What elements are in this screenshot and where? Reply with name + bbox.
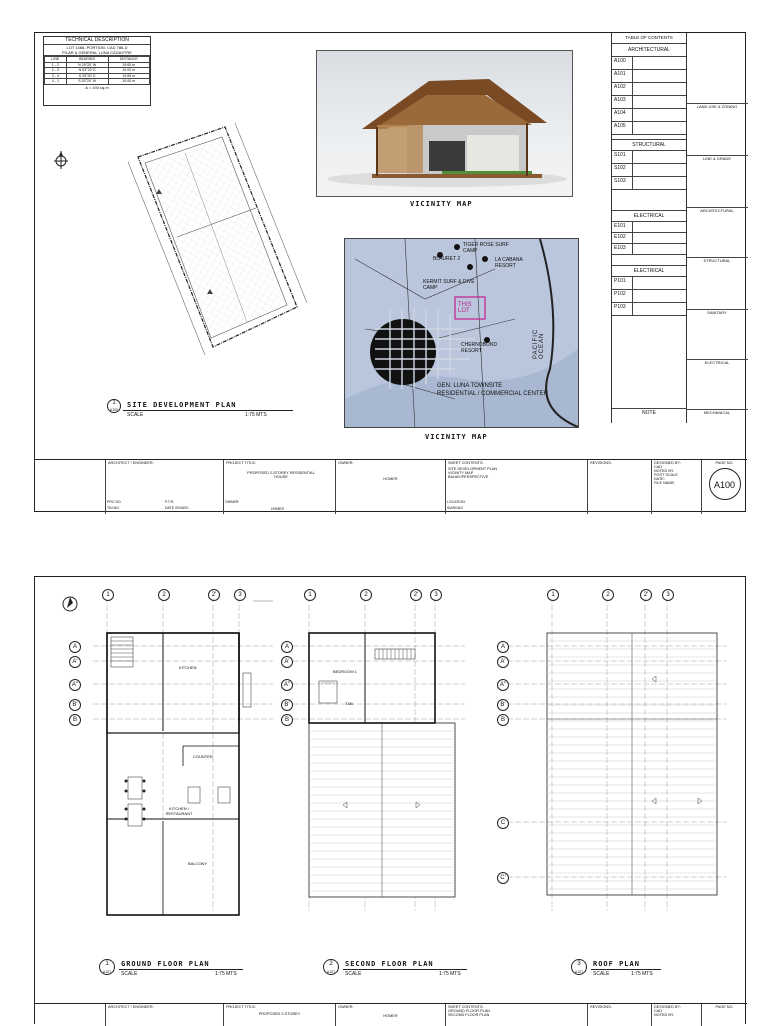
ground-floor-svg [93,591,273,921]
grid-bubble: C' [497,872,509,884]
toc-row [612,70,686,83]
toc-row [612,122,686,135]
tb2-contents-2: SECOND FLOOR PLAN [448,1013,490,1017]
grid-bubble: A [69,641,81,653]
tech-lot: LOT 1486- PORTION, CAD 786-D [66,45,128,50]
plan-num: 3 [577,961,581,967]
map-label-cabana: LA CABANA RESORT [495,257,523,269]
title-underline [119,969,243,970]
vicinity-title-bottom: VICINITY MAP [425,433,488,441]
grid-bubble: A [281,641,293,653]
plan-num: 1 [112,400,116,406]
toc-row [612,233,686,244]
grid-bubble: 2' [410,589,422,601]
tech-title: TECHNICAL DESCRIPTION [44,37,150,45]
toc-code: A101 [614,71,626,77]
toc-title: TABLE OF CONTENTS [612,33,686,44]
toc-code: A104 [614,110,626,116]
toc-divider [632,83,633,95]
site-plan-number [107,399,121,413]
toc-row [612,303,686,316]
ground-floor-scale: 1:75 MTS [215,971,237,977]
stamp-line-grade: LINE & GRADE [686,155,748,161]
toc-struct-list [612,151,686,190]
tb-owner2: OWNER: [225,500,240,504]
toc-code: E103 [614,245,626,251]
tb-contents-label: SHEET CONTENTS: [448,461,484,465]
toc-row [612,222,686,233]
toc-plumb-list [612,277,686,316]
toc-note: NOTE [612,408,686,417]
grid-bubble: 2' [640,589,652,601]
grid-bubble: 2 [360,589,372,601]
ground-floor-title: GROUND FLOOR PLAN [121,960,210,968]
toc-arch-list [612,57,686,135]
tb-location-val: SIARGAO [447,506,463,510]
tb2-page: PAGE NO. [701,1004,747,1026]
tb2-noted: NOTED BY: [654,1013,675,1017]
toc-code: A102 [614,84,626,90]
toc-code: S102 [614,165,626,171]
tb-page [701,460,747,514]
tb-contents-3: BAHAY/PERSPECTIVE [448,475,489,479]
tech-cell: 4 - 1 [45,79,67,85]
stamp-mechanical: MECHANICAL [686,409,748,415]
stamp-electrical: ELECTRICAL [686,359,748,365]
tb-sheet-contents [445,460,587,514]
tech-cell: 1 - 2 [45,62,67,68]
tech-bearings [44,56,150,85]
title-block-a100 [35,459,747,513]
toc-code: E102 [614,234,626,240]
stamp-land-use: LAND USE & ZONING [686,103,748,109]
grid-bubble: B' [497,699,509,711]
ground-floor-plan [93,591,273,921]
grid-bubble: 3 [430,589,442,601]
toc-divider [632,277,633,289]
tb-post: POST SCALE [654,473,678,477]
grid-bubble: 3 [234,589,246,601]
toc-divider [632,70,633,82]
stamp-sanitary: SANITARY [686,309,748,315]
tb2-project-label: PROJECT TITLE: [226,1005,257,1009]
tech-cell: 2 - 3 [45,68,67,74]
tb2-architect: ARCHITECT / ENGINEER: [105,1004,223,1026]
tech-place: PILAR & GENERAL LUNA CADASTRE [44,50,150,56]
title-block-a101 [35,1003,747,1025]
roof-scale: 1:75 MTS [631,971,653,977]
tb-tin: TIN NO. [107,506,120,510]
vicinity-title-top: VICINITY MAP [410,200,473,208]
grid-bubble: A" [281,679,293,691]
map-label-residential: RESIDENTIAL / COMMERCIAL CENTER [437,391,548,397]
toc-code: P103 [614,304,626,310]
north-arrow-icon [49,147,73,171]
tb-owner2-name: HOMER [271,507,285,511]
toc-elec-list [612,222,686,255]
title-underline [591,969,661,970]
tb2-revisions: REVISIONS: [587,1004,651,1026]
plan-ref: A101 [574,970,584,974]
toc-row [612,83,686,96]
tb2-owner [335,1004,445,1026]
toc-divider [632,164,633,176]
room-tb: T&B [345,701,353,706]
map-label-pacific: PACIFIC OCEAN [533,328,545,359]
tech-area: A = 193 sq.m [85,84,109,90]
toc-divider [632,96,633,108]
tb-location: LOCATION: [447,500,466,504]
toc-code: A103 [614,97,626,103]
toc-main [612,33,687,423]
plan-ref: A101 [326,970,336,974]
toc-electrical: ELECTRICAL [612,210,686,222]
toc-divider [632,151,633,163]
site-lot-drawing [75,117,315,397]
tb-project-name: PROPOSED 2-STOREY RESIDENTIAL HOUSE [247,471,315,479]
site-plan-scale-label: SCALE [127,412,144,418]
roof-plan-title: ROOF PLAN [593,960,640,968]
grid-bubble: B [497,714,509,726]
sheet-a101 [34,576,746,1024]
grid-bubble: 1 [547,589,559,601]
toc-divider [632,177,633,189]
toc-divider [632,233,633,243]
tb2-owner-label: OWNER: [338,1005,354,1009]
plan2-number [323,959,339,975]
site-plan-underline [123,410,293,411]
tech-header: LINE [45,57,67,63]
title-underline [343,969,467,970]
map-label-chernobond: CHERNOBOND RESORT [461,342,498,354]
plan1-number [99,959,115,975]
grid-bubble: B [281,714,293,726]
grid-bubble: 1 [304,589,316,601]
tb-cad: CAD [654,465,663,469]
toc-divider [632,57,633,69]
site-plan-title: SITE DEVELOPMENT PLAN [127,401,237,409]
map-label-tiger: TIGER ROSE SURF CAMP [463,242,509,254]
room-restaurant: KITCHEN / RESTAURANT [165,806,193,816]
grid-bubble: B [69,714,81,726]
grid-bubble: A' [281,656,293,668]
plan-num: 1 [105,961,109,967]
map-label-this-lot: THIS LOT [458,302,472,314]
plan3-number [571,959,587,975]
tech-cell: 3 - 4 [45,73,67,79]
toc-row [612,244,686,255]
grid-bubble: 2' [208,589,220,601]
room-counter: COUNTER [193,754,213,759]
toc-plumbing: ELECTRICAL [612,265,686,277]
grid-bubble: 3 [662,589,674,601]
tb-architect: ARCHITECT / ENGINEER: [105,460,223,514]
tech-cell: 19.65 m [108,62,149,68]
tb2-sheet-contents [445,1004,587,1026]
technical-description-table [43,36,151,106]
toc-divider [632,122,633,134]
toc-row [612,57,686,70]
toc-code: E101 [614,223,626,229]
tb-date-issued: DATE ISSUED: [165,506,190,510]
grid-bubble: A" [497,679,509,691]
tb-file: FILE NAME: [654,481,676,485]
second-floor-scale-label: SCALE [345,971,362,977]
toc-divider [632,109,633,121]
tech-cell: N 53°20' E [66,68,108,74]
tb2-project-name: PROPOSED 2-STOREY [258,1012,301,1016]
house-perspective-render [316,50,573,197]
grid-bubble: 2 [158,589,170,601]
second-floor-scale: 1:75 MTS [439,971,461,977]
grid-bubble: A' [497,656,509,668]
tb-prc: PRC NO. [107,500,122,504]
tech-cell: 19.65 m [108,73,149,79]
roof-scale-label: SCALE [593,971,610,977]
tb-designed-label: DESIGNED BY: [654,461,681,465]
toc-row [612,151,686,164]
grid-bubble: C [497,817,509,829]
tech-header: BEARING [66,57,108,63]
tb2-designed [651,1004,701,1026]
tb-owner-name: HOMER [383,477,398,481]
map-label-blauret: BLAURET 2 [433,256,461,262]
toc-code: P101 [614,278,626,284]
site-plan-scale: 1:75 MTS [245,412,267,418]
tech-cell: 10.00 m [108,68,149,74]
toc-architectural: ARCHITECTURAL [612,44,686,57]
toc-code: P102 [614,291,626,297]
grid-bubble: 1 [102,589,114,601]
plan-num: 2 [329,961,333,967]
sheet-a100 [34,32,746,512]
tb-sheet-number: A100 [709,468,741,500]
tb2-contents-1: GROUND FLOOR PLAN [448,1009,490,1013]
toc-structural: STRUCTURAL [612,139,686,151]
tb-contents-1: SITE DEVELOPMENT PLAN [448,467,498,471]
grid-bubble: 2 [602,589,614,601]
toc-row [612,177,686,190]
tb-noted: NOTED BY: [654,469,675,473]
toc-code: A100 [614,58,626,64]
toc-code: A105 [614,123,626,129]
table-of-contents [611,33,748,423]
roof-plan [507,591,727,921]
tb2-cad: CAD [654,1009,663,1013]
grid-bubble: A" [69,679,81,691]
toc-divider [632,290,633,302]
map-label-townsite: GEN. LUNA TOWNSITE [437,383,503,389]
grid-bubble: B' [69,699,81,711]
vicinity-map [344,238,579,428]
stamp-architectural: ARCHITECTURAL [686,207,748,213]
tb2-owner-name: HOMER [383,1014,398,1018]
tb-designed [651,460,701,514]
tech-cell: 10.00 m [108,79,149,85]
roof-plan-svg [507,591,727,921]
stamp-structural: STRUCTURAL [686,257,748,263]
tb-ptr: P.T.R. [165,500,175,504]
tech-cell: S 29°20' E [66,73,108,79]
toc-row [612,290,686,303]
room-bedroom: BEDROOM 1 [333,669,358,674]
tb-owner-label: OWNER: [338,461,354,465]
tech-header: DISTANCE [108,57,149,63]
second-floor-title: SECOND FLOOR PLAN [345,960,434,968]
second-floor-plan [285,591,465,921]
house-render-svg [317,51,572,196]
toc-row [612,277,686,290]
grid-bubble: A' [69,656,81,668]
tb-project [223,460,335,514]
tb-page-label: PAGE NO. [715,461,734,465]
plan-ref: A101 [102,970,112,974]
room-kitchen: KITCHEN [179,665,197,670]
tb2-project [223,1004,335,1026]
plan-ref: A100 [109,408,119,412]
map-label-kermit: KERMIT SURF & DIVE CAMP [423,279,475,291]
tb-owner [335,460,445,514]
toc-row [612,164,686,177]
toc-divider [632,222,633,232]
grid-bubble: B' [281,699,293,711]
toc-code: S103 [614,178,626,184]
ground-floor-scale-label: SCALE [121,971,138,977]
north-arrow-icon [61,595,79,613]
grid-bubble: A [497,641,509,653]
toc-row [612,96,686,109]
toc-row [612,109,686,122]
tb2-contents-label: SHEET CONTENTS: [448,1005,484,1009]
tb2-designed-label: DESIGNED BY: [654,1005,681,1009]
tb-date: DATE: [654,477,665,481]
tb-project-label: PROJECT TITLE: [226,461,257,465]
tech-cell: N 29°20' W [66,62,108,68]
second-floor-svg [285,591,465,921]
tb-revisions: REVISIONS: [587,460,651,514]
tb-contents-2: VICINITY MAP [448,471,474,475]
tech-cell: S 53°20' W [66,79,108,85]
toc-divider [632,303,633,315]
toc-code: S101 [614,152,626,158]
toc-divider [632,244,633,254]
room-balcony: BALCONY [188,861,208,866]
